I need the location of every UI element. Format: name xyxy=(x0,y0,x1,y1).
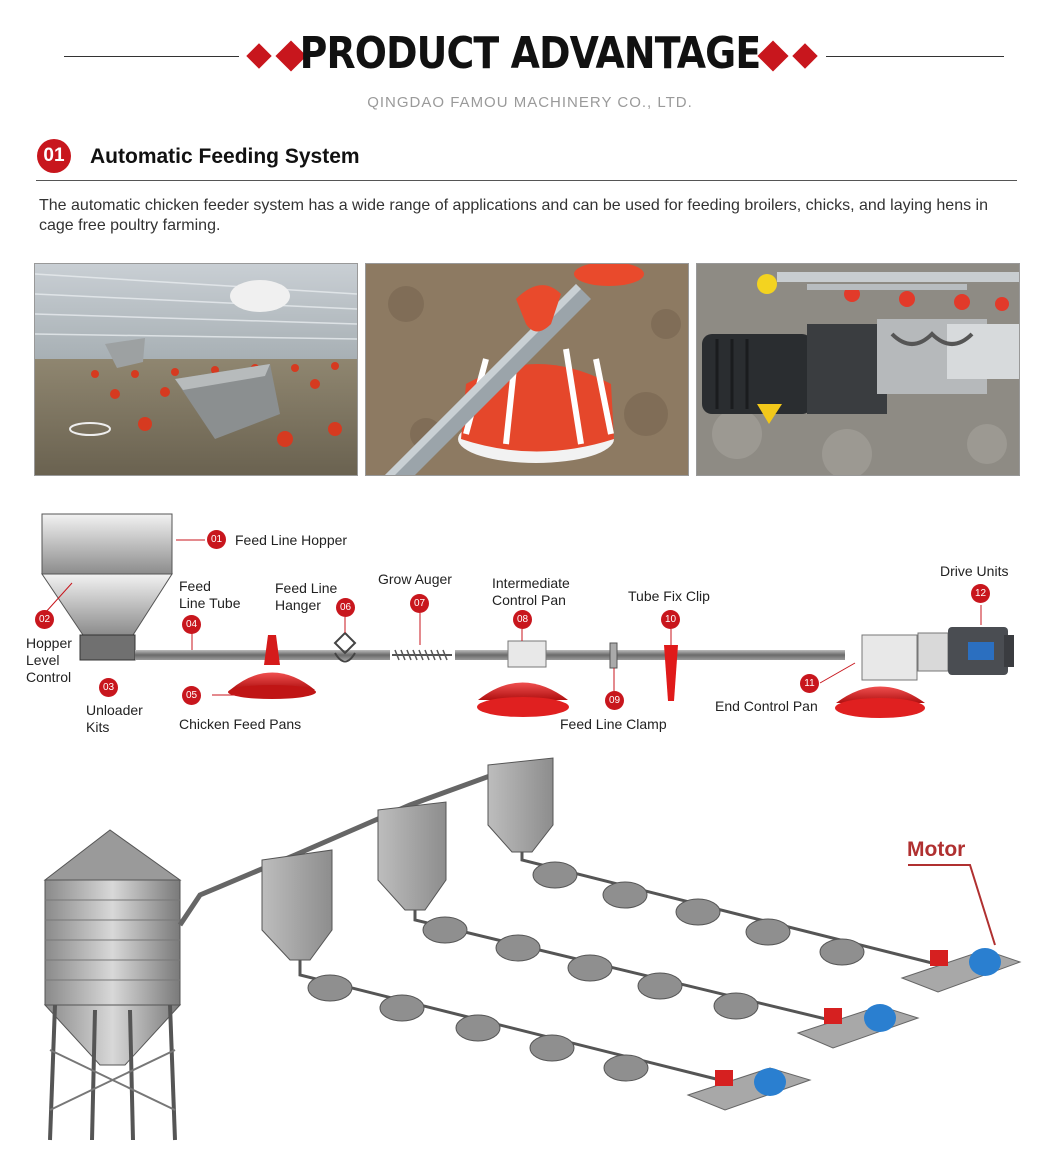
motor-unit xyxy=(798,1004,918,1048)
callout-06: 06 xyxy=(336,598,355,617)
label-intermediate-control-pan: Intermediate Control Pan xyxy=(492,575,570,608)
photo-poultry-house xyxy=(34,263,358,476)
callout-04: 04 xyxy=(182,615,201,634)
label-unloader-kits: Unloader Kits xyxy=(86,702,143,735)
feed-silo xyxy=(45,830,180,1140)
label-feed-line-clamp: Feed Line Clamp xyxy=(560,716,667,732)
hopper-bin xyxy=(378,802,446,910)
callout-02: 02 xyxy=(35,610,54,629)
label-feed-line-tube: Feed Line Tube xyxy=(179,578,241,611)
label-chicken-feed-pans: Chicken Feed Pans xyxy=(179,716,302,732)
section-divider xyxy=(36,180,1017,181)
callout-10: 10 xyxy=(661,610,680,629)
feed-line-clamp xyxy=(610,643,617,668)
page-title: PRODUCT ADVANTAGE xyxy=(299,28,761,79)
motor-unit xyxy=(688,1068,810,1110)
label-feed-line-hanger: Feed Line Hanger xyxy=(275,580,338,613)
system-layout-illustration xyxy=(0,750,1060,1150)
label-drive-units: Drive Units xyxy=(940,563,1009,579)
callout-07: 07 xyxy=(410,594,429,613)
label-hopper-level-control: Hopper Level Control xyxy=(26,635,72,685)
label-grow-auger: Grow Auger xyxy=(378,571,452,587)
callout-08: 08 xyxy=(513,610,532,629)
photo-drive-motor xyxy=(696,263,1020,476)
label-tube-fix-clip: Tube Fix Clip xyxy=(628,588,710,604)
label-feed-line-hopper: Feed Line Hopper xyxy=(235,532,348,548)
callout-05: 05 xyxy=(182,686,201,705)
section-title: Automatic Feeding System xyxy=(90,145,360,168)
grow-auger xyxy=(392,650,452,660)
motor-label: Motor xyxy=(907,838,966,861)
chicken-feed-pan xyxy=(228,635,316,699)
callout-12: 12 xyxy=(971,584,990,603)
callout-01: 01 xyxy=(207,530,226,549)
company-name: QINGDAO FAMOU MACHINERY CO., LTD. xyxy=(367,94,693,111)
end-control-pan xyxy=(835,635,925,718)
callout-09: 09 xyxy=(605,691,624,710)
tube-fix-clip xyxy=(664,645,678,701)
motor-unit xyxy=(902,948,1020,992)
callout-11: 11 xyxy=(800,674,819,693)
photo-feed-pan xyxy=(365,263,689,476)
hopper-bin xyxy=(262,850,332,960)
label-end-control-pan: End Control Pan xyxy=(715,698,818,714)
drive-unit xyxy=(918,627,1014,675)
section-number-badge: 01 xyxy=(37,139,71,173)
section-description: The automatic chicken feeder system has a wide range of applications and can be used for feeding broilers, chicks, and laying hens in cage free poultry farming. xyxy=(39,197,988,234)
hopper-bin xyxy=(488,758,553,852)
callout-03: 03 xyxy=(99,678,118,697)
